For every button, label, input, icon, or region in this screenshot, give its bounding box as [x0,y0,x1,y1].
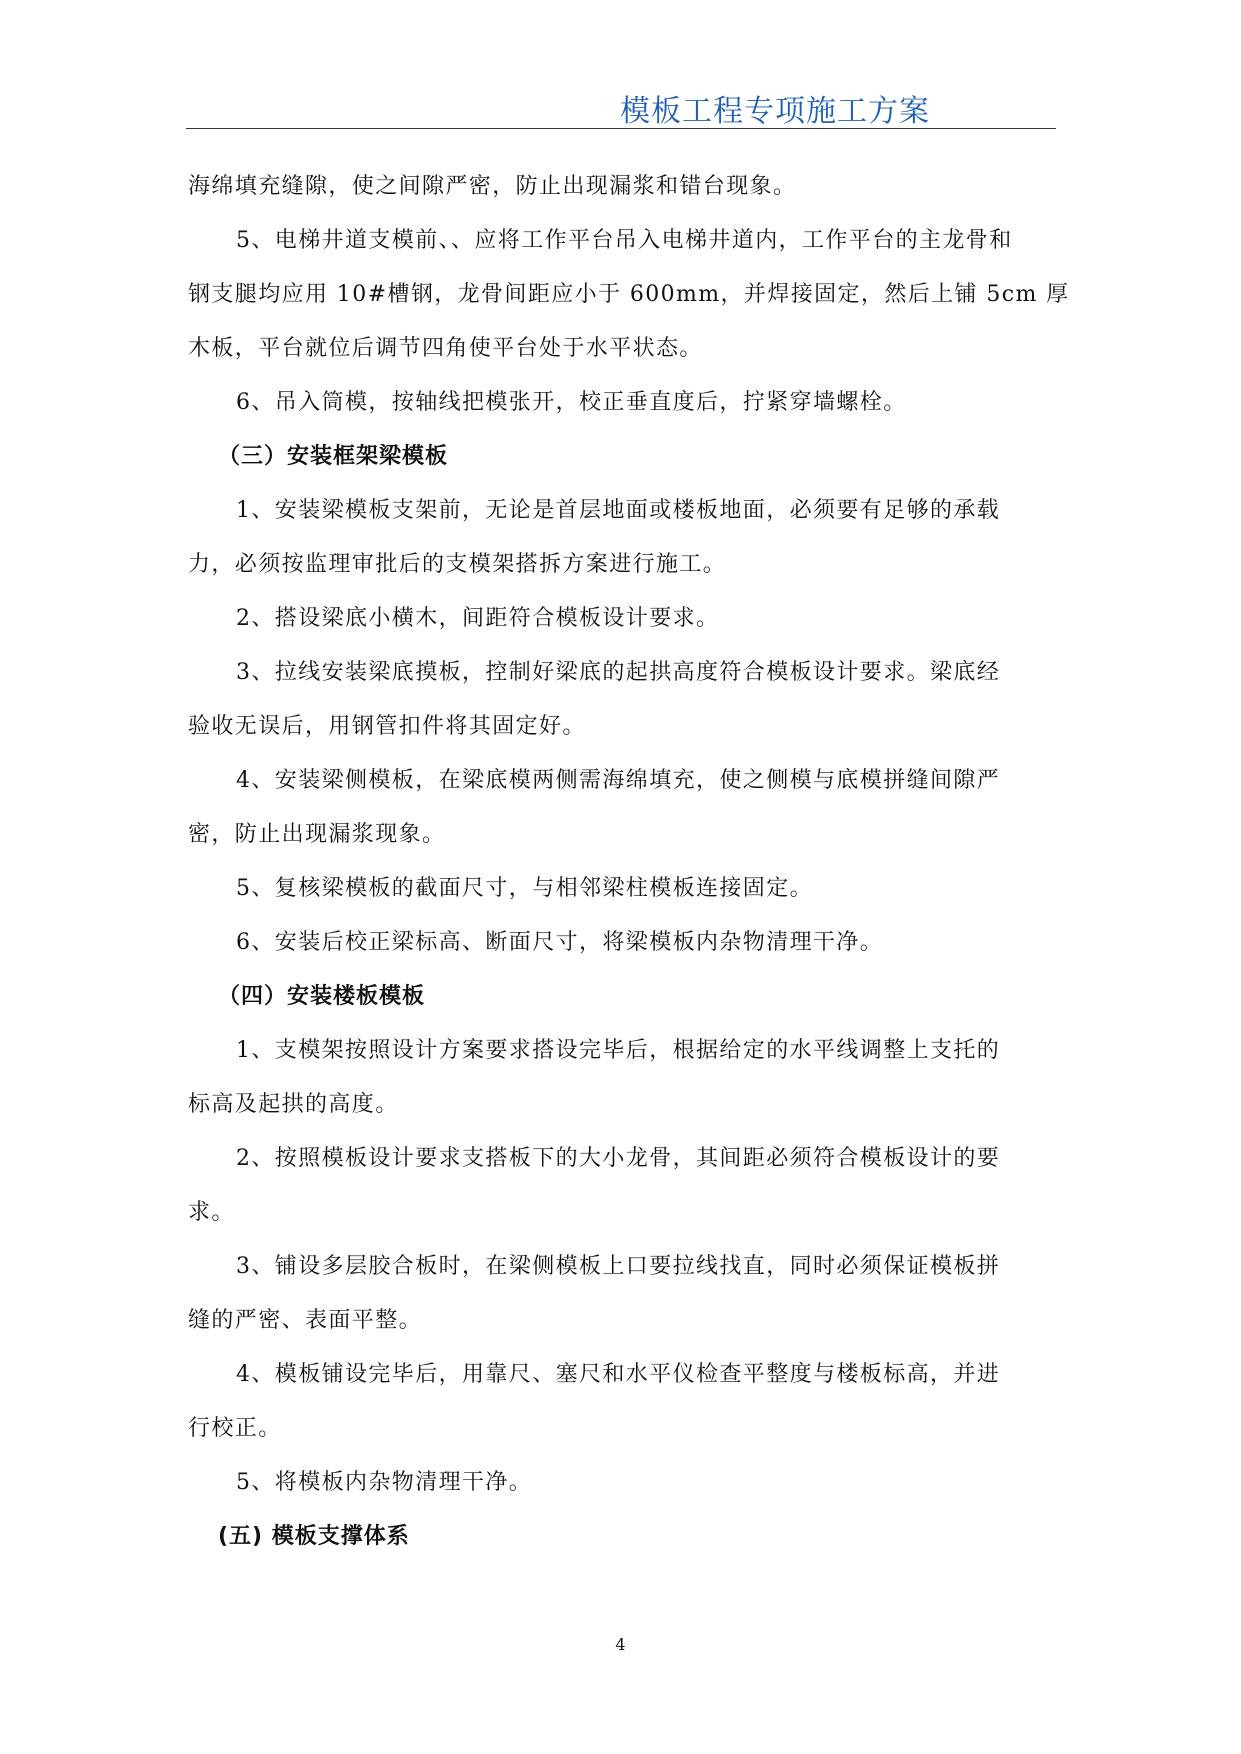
text-line: 钢支腿均应用 10#槽钢，龙骨间距应小于 600mm，并焊接固定，然后上铺 5cm 厚 [188,282,1070,307]
text-line: 3、铺设多层胶合板时，在梁侧模板上口要拉线找直，同时必须保证模板拼 [236,1254,1001,1279]
text-line: 1、安装梁模板支架前，无论是首层地面或楼板地面，必须要有足够的承载 [236,498,1001,523]
text-line: 密，防止出现漏浆现象。 [188,822,446,847]
text-line: 4、模板铺设完毕后，用靠尺、塞尺和水平仪检查平整度与楼板标高，并进 [236,1362,1001,1387]
text-line: 力，必须按监理审批后的支模架搭拆方案进行施工。 [188,552,727,577]
text-line: 2、按照模板设计要求支搭板下的大小龙骨，其间距必须符合模板设计的要 [236,1146,1001,1171]
text-line: 2、搭设梁底小横木，间距符合模板设计要求。 [236,606,720,631]
text-line: 标高及起拱的高度。 [188,1092,399,1117]
text-line: 海绵填充缝隙，使之间隙严密，防止出现漏浆和错台现象。 [188,174,797,199]
text-line: 缝的严密、表面平整。 [188,1308,423,1333]
section-heading: （四）安装楼板模板 [218,984,426,1009]
text-line: 木板，平台就位后调节四角使平台处于水平状态。 [188,336,703,361]
document-body [188,160,1070,1564]
text-line: 5、电梯井道支模前、、应将工作平台吊入电梯井道内，工作平台的主龙骨和 [236,228,1013,253]
text-line: 4、安装梁侧模板，在梁底模两侧需海绵填充，使之侧模与底模拼缝间隙严 [236,768,1001,793]
header-title: 模板工程专项施工方案 [620,94,930,129]
section-heading: （三）安装框架梁模板 [218,444,449,469]
text-line: 行校正。 [188,1416,282,1441]
text-line: 6、安装后校正梁标高、断面尺寸，将梁模板内杂物清理干净。 [236,930,884,955]
text-line: 5、复核梁模板的截面尺寸，与相邻梁柱模板连接固定。 [236,876,813,901]
text-line: 3、拉线安装梁底摸板，控制好梁底的起拱高度符合模板设计要求。梁底经 [236,660,1001,685]
text-line: 5、将模板内杂物清理干净。 [236,1470,533,1495]
text-line: 求。 [188,1200,235,1225]
header-rule [186,128,1056,129]
section-heading: (五) 模板支撑体系 [218,1524,410,1549]
text-line: 6、吊入筒模，按轴线把模张开，校正垂直度后，拧紧穿墙螺栓。 [236,390,907,415]
text-line: 验收无误后，用钢管扣件将其固定好。 [188,714,586,739]
page-number: 4 [615,1635,626,1654]
text-line: 1、支模架按照设计方案要求搭设完毕后，根据给定的水平线调整上支托的 [236,1038,1001,1063]
